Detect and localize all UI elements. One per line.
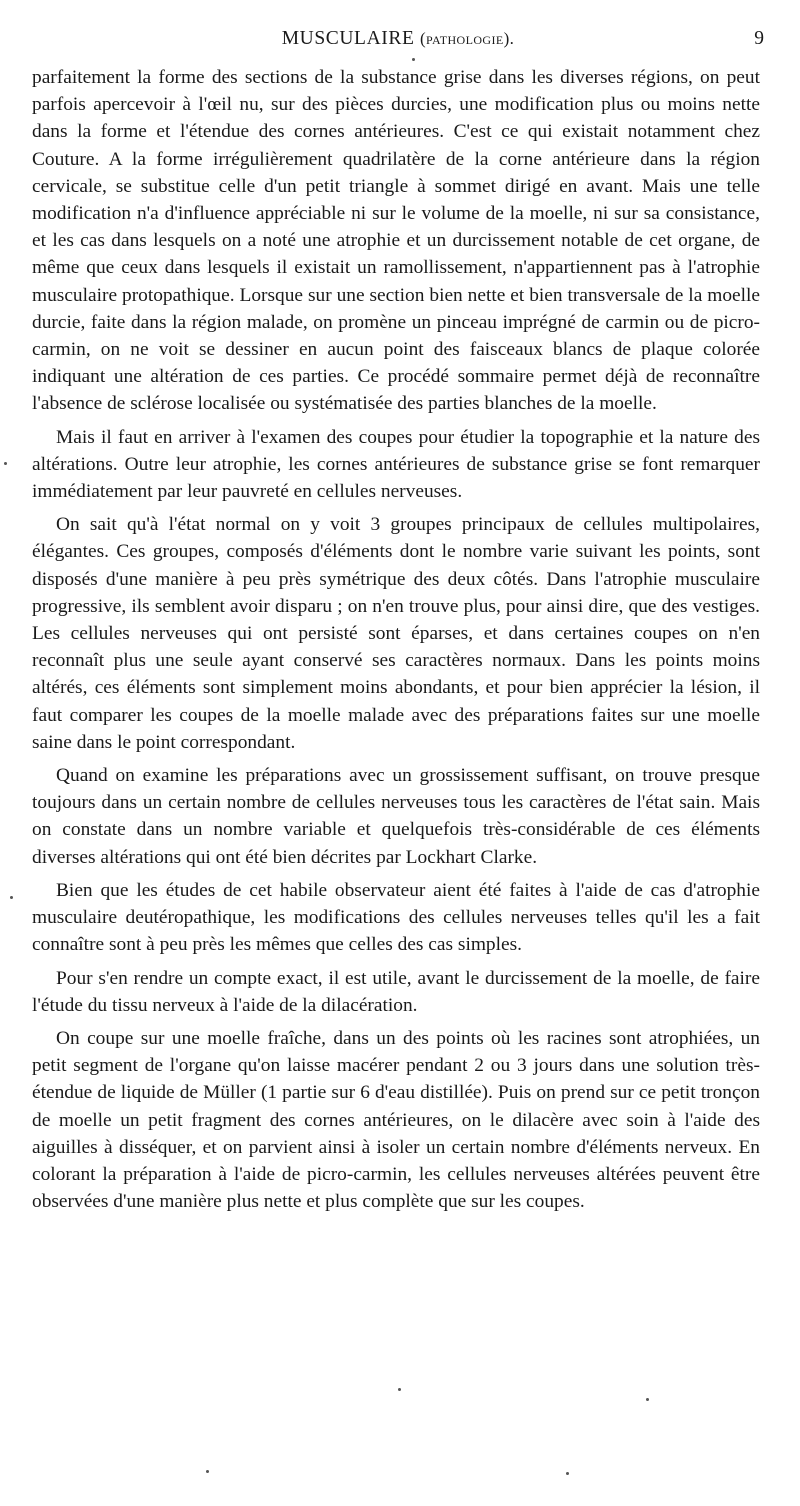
scan-speck	[566, 1472, 569, 1475]
scan-speck	[398, 1388, 401, 1391]
running-title-main: MUSCULAIRE	[281, 28, 415, 49]
running-title	[32, 28, 764, 50]
paragraph-2: Mais il faut en arriver à l'examen des coupes pour étudier la topographie et la nature des altérations. Outre leur atrophie, les cornes antérieures de substance grise se font remarquer immédiatement par leur pauvreté en cellules nerveuses.	[32, 426, 760, 503]
paragraph-7: On coupe sur une moelle fraîche, dans un des points où les racines sont atrophiées, un petit segment de l'organe qu'on laisse macérer pendant 2 ou 3 jours dans une solution très-étendue de liquide de Müller (1 partie sur 6 d'eau distillée). Puis on prend sur ce petit tronçon de moelle un petit fragment des cornes antérieures, on le dilacère avec soin à l'aide des aiguilles à disséquer, et on parvient ainsi à isoler un certain nombre d'éléments nerveux. En colorant la préparation à l'aide de picro-carmin, les cellules nerveuses altérées peuvent être observées d'une manière plus nette et plus complète que sur les coupes.	[32, 1027, 760, 1213]
paragraph-6: Pour s'en rendre un compte exact, il est utile, avant le durcissement de la moelle, de faire l'étude du tissu nerveux à l'aide de la dilacération.	[32, 967, 760, 1016]
scan-speck	[4, 462, 7, 465]
running-title-sub: (pathologie).	[419, 29, 515, 48]
paragraph-5: Bien que les études de cet habile observateur aient été faites à l'aide de cas d'atrophie musculaire deutéropathique, les modifications des cellules nerveuses telles qu'il les a fait connaître sont à peu près les mêmes que celles des cas simples.	[32, 879, 760, 956]
paragraph-4: Quand on examine les préparations avec un grossissement suffisant, on trouve presque toujours dans un certain nombre de cellules nerveuses tous les caractères de l'état sain. Mais on constate dans un nombre variable et quelquefois très-considérable de ces éléments diverses altérations qui ont été bien décrites par Lockhart Clarke.	[32, 765, 760, 868]
paragraph-1: parfaitement la forme des sections de la substance grise dans les diverses régions, on peut parfois apercevoir à l'œil nu, sur des pièces durcies, une modification plus ou moins nette dans la forme et l'étendue des cornes antérieures. C'est ce qui existait notamment chez Couture. A la forme irrégulièrement quadrilatère de la corne antérieure dans la région cervicale, se substitue celle d'un petit triangle à sommet dirigé en avant. Mais une telle modification n'a d'influence appréciable ni sur le volume de la moelle, ni sur sa consistance, et les cas dans lesquels on a noté une atrophie et un durcissement notable de cet organe, de même que ceux dans lesquels il existait un ramollissement, n'appartiennent pas à l'atrophie musculaire protopathique. Lorsque sur une section bien nette et bien transversale de la moelle durcie, faite dans la région malade, on promène un pinceau imprégné de carmin ou de picro-carmin, on ne voit se dessiner en aucun point des faisceaux blancs de plaque colorée indiquant une altération de ces parties. Ce procédé sommaire permet déjà de reconnaître l'absence de sclérose localisée ou systématisée des parties blanches de la moelle.	[32, 67, 760, 415]
body-text	[32, 64, 760, 1221]
page-number: 9	[754, 28, 764, 49]
scan-speck	[10, 896, 13, 899]
scan-speck	[206, 1470, 209, 1473]
scan-speck	[646, 1398, 649, 1401]
paragraph-3: On sait qu'à l'état normal on y voit 3 groupes principaux de cellules multipolaires, élégantes. Ces groupes, composés d'éléments dont le nombre varie suivant les points, sont disposés d'une manière à peu près symétrique des deux côtés. Dans l'atrophie musculaire progressive, ils semblent avoir disparu ; on n'en trouve plus, pour ainsi dire, que des vestiges. Les cellules nerveuses qui ont persisté sont éparses, et dans certaines coupes on n'en reconnaît plus une seule ayant conservé ses caractères normaux. Dans les points moins altérés, ces éléments sont simplement moins abondants, et pour bien apprécier la lésion, il faut comparer les coupes de la moelle malade avec des préparations faites sur une moelle saine dans le point correspondant.	[32, 514, 760, 753]
scan-speck	[412, 58, 415, 61]
running-header	[32, 28, 764, 56]
